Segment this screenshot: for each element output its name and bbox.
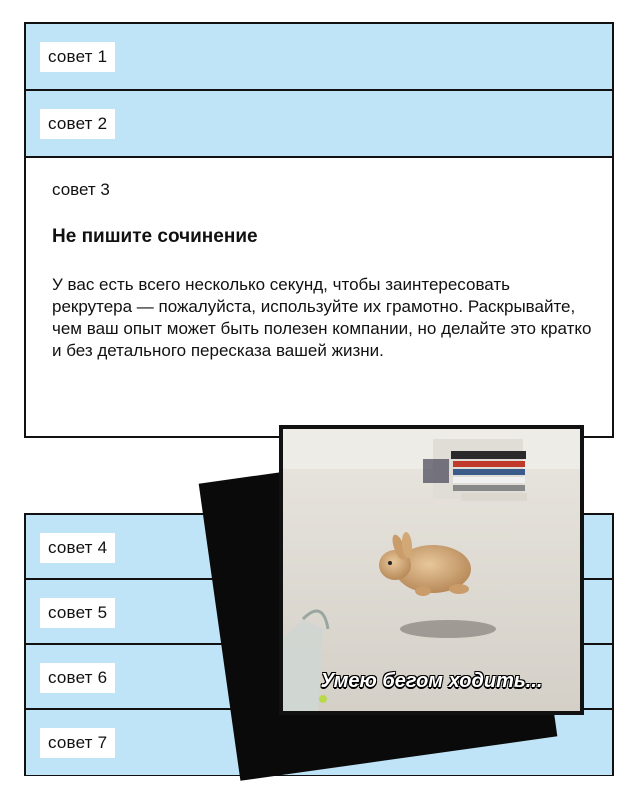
- tip-label-6: совет 6: [40, 663, 115, 693]
- tip-panel-3-expanded[interactable]: [26, 158, 612, 436]
- bunny-photo-illustration: [283, 429, 580, 711]
- meme-photo: [283, 429, 580, 711]
- tip-label-5: совет 5: [40, 598, 115, 628]
- tip-label-3: совет 3: [52, 180, 110, 199]
- tip-label-2: совет 2: [40, 109, 115, 139]
- tip-row-1[interactable]: [26, 24, 612, 91]
- tip-label-4: совет 4: [40, 533, 115, 563]
- tip-label-7: совет 7: [40, 728, 115, 758]
- tips-list-top: [24, 22, 614, 438]
- tip-label-1: совет 1: [40, 42, 115, 72]
- meme-card: [279, 425, 584, 715]
- tip-3-body: У вас есть всего несколько секунд, чтобы заинтересовать рекрутера — пожалуйста, используйте их грамотно. Раскрывайте, чем ваш опыт может быть полезен компании, но делайте это кратко и без детального пересказа вашей жизни.: [52, 275, 592, 360]
- meme-caption: Умею бегом ходить...: [320, 670, 543, 692]
- tip-3-heading: Не пишите сочинение: [52, 226, 258, 247]
- tip-row-2[interactable]: [26, 91, 612, 158]
